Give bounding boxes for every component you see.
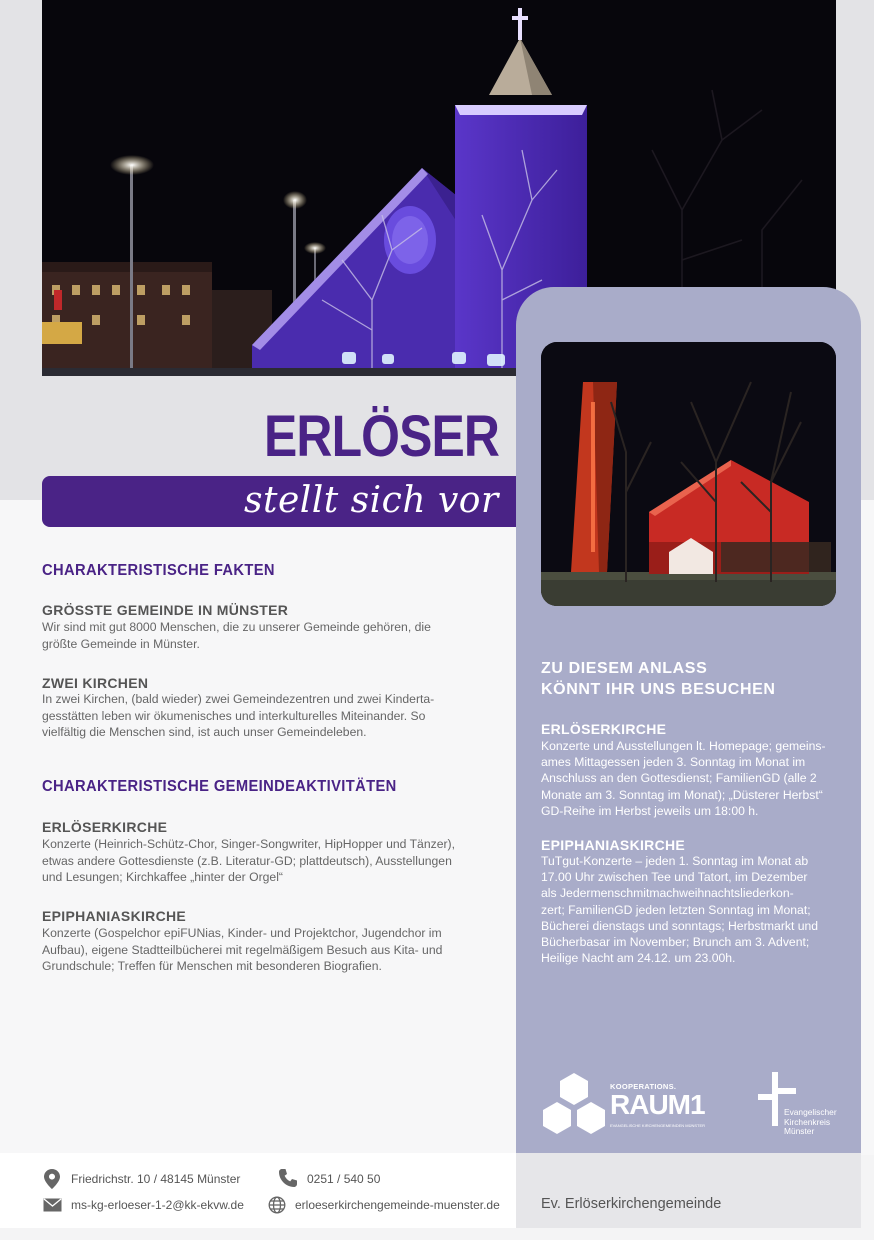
activity-title: ERLÖSERKIRCHE [42, 819, 168, 835]
kirchenkreis-text: Evangelischer Kirchenkreis Münster [784, 1107, 837, 1136]
visit-church-title: EPIPHANIASKIRCHE [541, 837, 686, 853]
activities-heading: CHARAKTERISTISCHE GEMEINDEAKTIVITÄTEN [42, 778, 397, 795]
email-link[interactable]: ms-kg-erloeser-1-2@kk-ekvw.de [71, 1198, 244, 1212]
phone-text: 0251 / 540 50 [307, 1172, 381, 1186]
fact-title: ZWEI KIRCHEN [42, 675, 149, 691]
visit-church-text: Konzerte und Ausstellungen lt. Homepage; gemeins- ames Mittagessen jeden 3. Sonntag im Monat im Anschluss an den Gottesdienst; FamilienGD (alle 2 Monate am 3. Sonntag im Monat); „Düsterer Herbst“ GD-Reihe im Herbst jeweils um 18:00 h. [541, 739, 826, 818]
email-icon [43, 1198, 62, 1217]
activity-text: Konzerte (Gospelchor epiFUNias, Kinder- und Projektchor, Jugendchor im Aufbau), eigene Stadtteilbücherei mit regelmäßigem Besuch aus Kita- und Grundschule; Treffen für Menschen mit besonderen Biografien. [42, 926, 443, 973]
activity-text: Konzerte (Heinrich-Schütz-Chor, Singer-Songwriter, HipHopper und Tänzer), etwas andere Gottesdienste (z.B. Literatur-GD; plattdeutsch), Ausstellungen und Lesungen; Kirchkaffee „hinter der Orgel“ [42, 837, 455, 884]
phone-icon [278, 1168, 298, 1193]
fact-text: In zwei Kirchen, (bald wieder) zwei Gemeindezentren und zwei Kinderta- gesstätten leben wir ökumenisches und interkulturelles Miteinander. So vielfältig die Menschen sind, ist auch unser Gemeindeleben. [42, 692, 435, 739]
facts-heading: CHARAKTERISTISCHE FAKTEN [42, 562, 275, 579]
inset-photo [541, 342, 836, 606]
address-text: Friedrichstr. 10 / 48145 Münster [71, 1172, 241, 1186]
hexagon-logo-icon [541, 1072, 607, 1141]
fact-title: GRÖSSTE GEMEINDE IN MÜNSTER [42, 602, 289, 618]
kooperationsraum-logo: KOOPERATIONS. RAUM1 EVANGELISCHE KIRCHENGEMEINDEN MÜNSTER [610, 1082, 706, 1128]
website-link[interactable]: erloeserkirchengemeinde-muenster.de [295, 1198, 500, 1212]
footer-contact [0, 1153, 516, 1228]
fact-text: Wir sind mit gut 8000 Menschen, die zu unserer Gemeinde gehören, die größte Gemeinde in Münster. [42, 620, 431, 651]
visit-church-title: ERLÖSERKIRCHE [541, 721, 667, 737]
footer-bottom-strip [0, 1228, 874, 1240]
location-pin-icon [44, 1169, 60, 1194]
activity-title: EPIPHANIASKIRCHE [42, 908, 187, 924]
page-title: ERLÖSER [264, 404, 500, 469]
footer-brand: Ev. Erlöserkirchengemeinde [541, 1196, 722, 1212]
page-subtitle: stellt sich vor [244, 480, 499, 521]
footer-brand-area [516, 1153, 861, 1228]
globe-icon [268, 1196, 286, 1219]
visit-heading: ZU DIESEM ANLASS KÖNNT IHR UNS BESUCHEN [541, 660, 776, 698]
visit-church-text: TuTgut-Konzerte – jeden 1. Sonntag im Monat ab 17.00 Uhr zwischen Tee und Tatort, im Dezember als Jedermenschmitmachweihnachtsliederkon- zert; FamilienGD jeden letzten Sonntag im Monat; Bücherei dienstags und sonntags; Herbstmarkt und Bücherbasar im November; Brunch am 3. Advent; Heilige Nacht am 24.12. um 23.00h. [541, 854, 819, 966]
